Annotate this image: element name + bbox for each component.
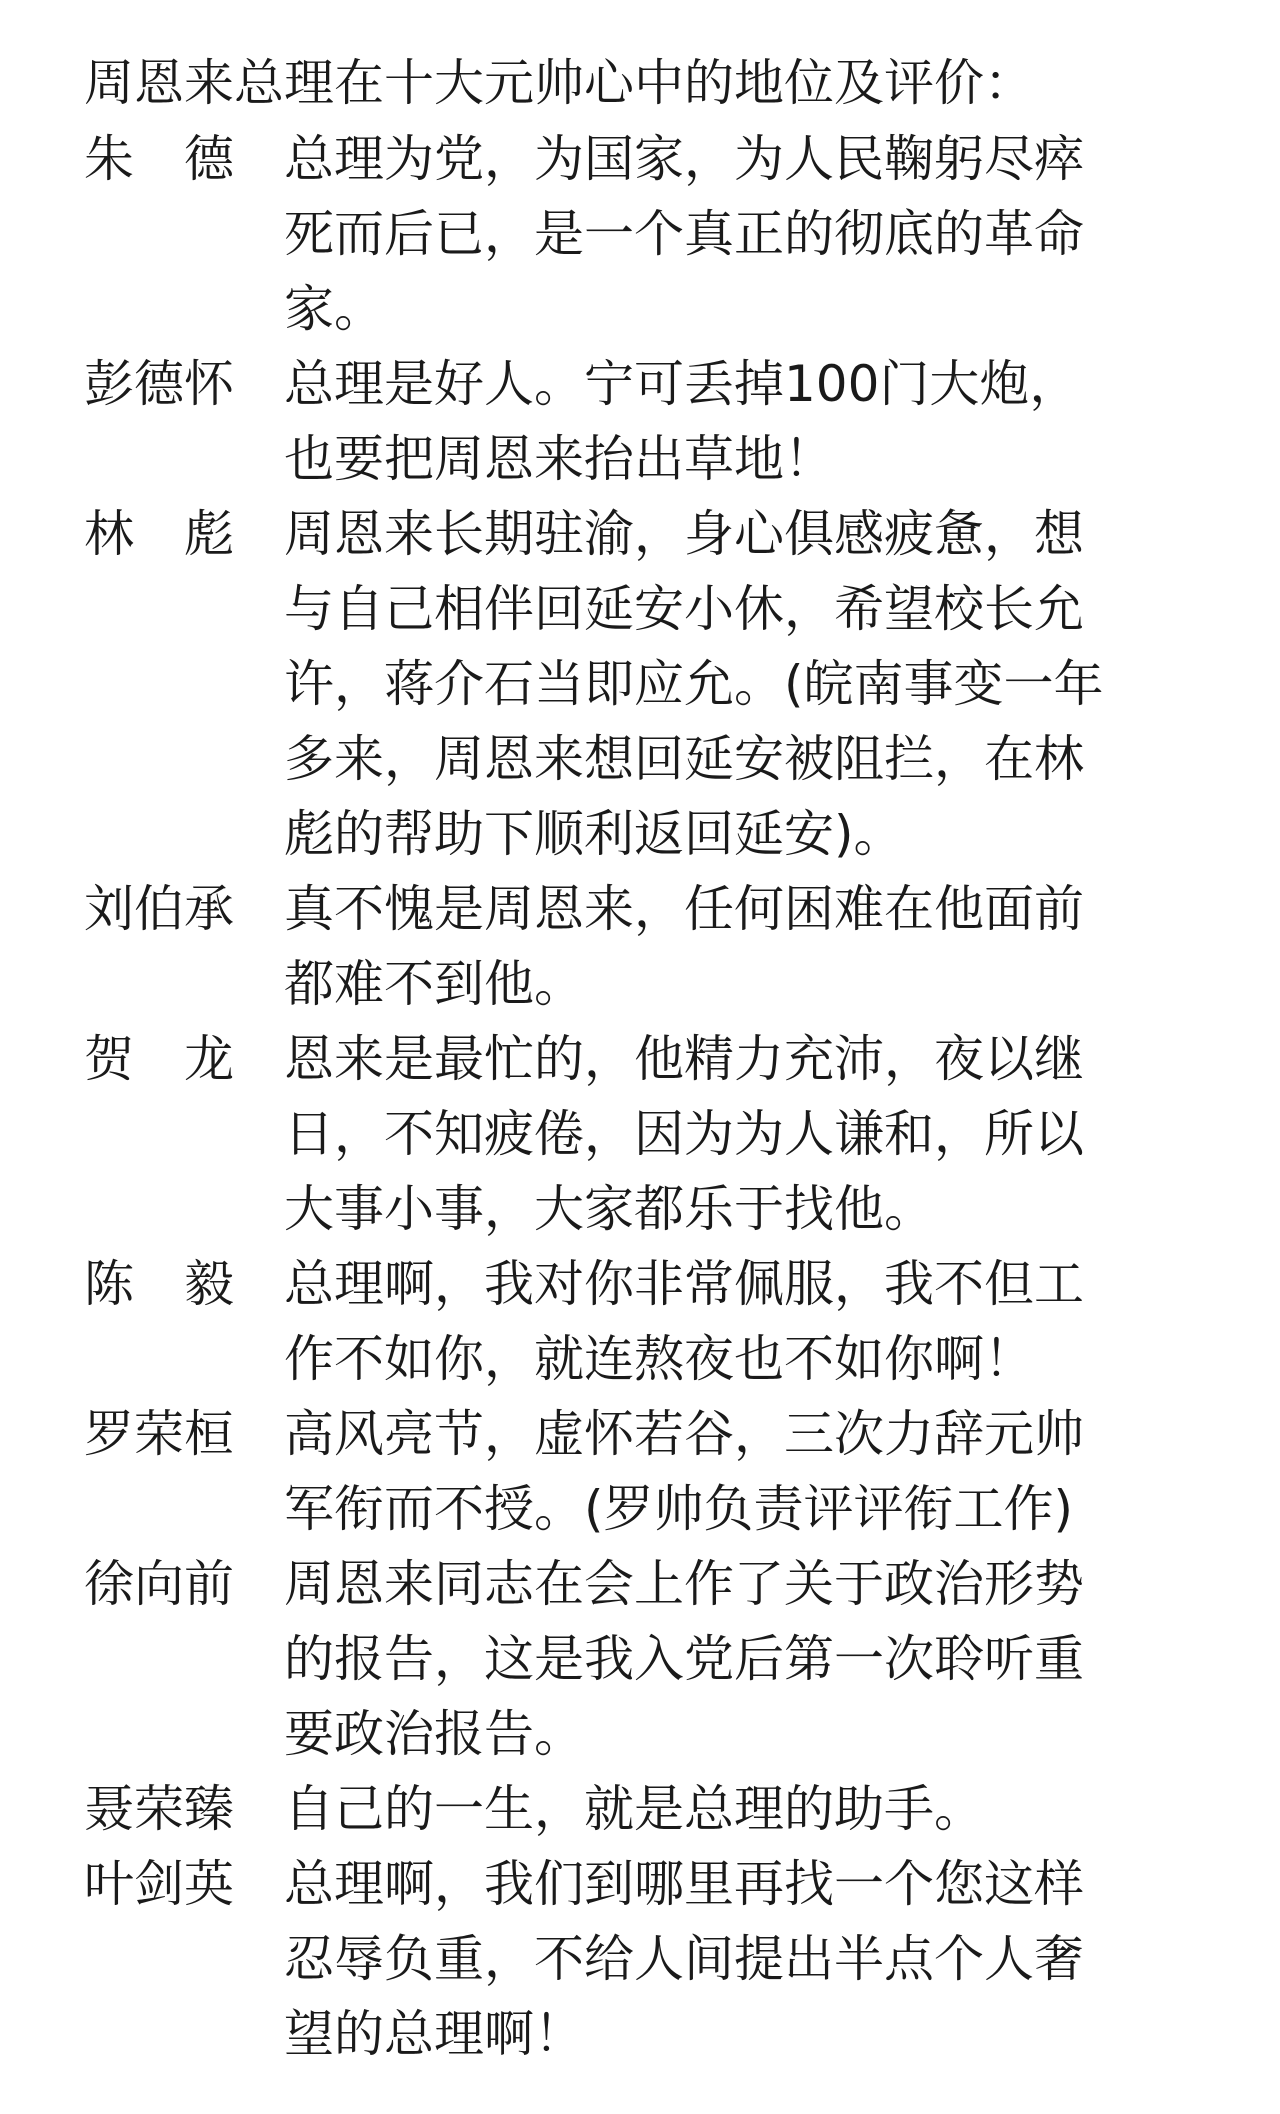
marshal-name: 林 彪: [84, 505, 234, 563]
text-line: 也要把周恩来抬出草地！: [284, 430, 834, 488]
evaluation-text: [284, 1247, 1204, 1397]
text-line: 家。: [284, 280, 384, 338]
evaluation-text: [284, 1547, 1204, 1772]
evaluation-text: [284, 1847, 1204, 2072]
marshal-name: 彭德怀: [84, 355, 234, 413]
text-line: 总理为党，为国家，为人民鞠躬尽瘁: [284, 130, 1084, 188]
evaluation-text: [284, 1022, 1204, 1247]
entry-zhu-de: [84, 122, 1204, 347]
document-title: 周恩来总理在十大元帅心中的地位及评价：: [84, 54, 1034, 112]
evaluation-text: [284, 122, 1204, 347]
text-line: 都难不到他。: [284, 955, 584, 1013]
text-line: 总理啊，我们到哪里再找一个您这样: [284, 1855, 1084, 1913]
text-line: 周恩来同志在会上作了关于政治形势: [284, 1555, 1084, 1613]
text-line: 作不如你，就连熬夜也不如你啊！: [284, 1330, 1034, 1388]
evaluation-text: [284, 347, 1204, 497]
text-line: 的报告，这是我入党后第一次聆听重: [284, 1630, 1084, 1688]
marshal-name: 叶剑英: [84, 1855, 234, 1913]
marshal-name: 朱 德: [84, 130, 234, 188]
marshal-name: 陈 毅: [84, 1255, 234, 1313]
text-line: 自己的一生，就是总理的助手。: [284, 1780, 984, 1838]
entry-lin-biao: [84, 497, 1204, 872]
entry-luo-ronghuan: [84, 1397, 1204, 1547]
text-line: 多来，周恩来想回延安被阻拦，在林: [284, 730, 1084, 788]
marshal-name: 徐向前: [84, 1555, 234, 1613]
entry-liu-bocheng: [84, 872, 1204, 1022]
entry-ye-jianying: [84, 1847, 1204, 2072]
marshal-name: 聂荣臻: [84, 1780, 234, 1838]
marshal-name: 刘伯承: [84, 880, 234, 938]
evaluation-text: [284, 872, 1204, 1022]
text-line: 高风亮节，虚怀若谷，三次力辞元帅: [284, 1405, 1084, 1463]
text-line: 总理是好人。宁可丢掉100门大炮，: [284, 355, 1080, 413]
evaluation-text: [284, 497, 1204, 872]
text-line: 总理啊，我对你非常佩服，我不但工: [284, 1255, 1084, 1313]
document-page: [84, 46, 1204, 2072]
marshal-name: 贺 龙: [84, 1030, 234, 1088]
text-line: 日，不知疲倦，因为为人谦和，所以: [284, 1105, 1084, 1163]
text-line: 周恩来长期驻渝，身心俱感疲惫，想: [284, 505, 1084, 563]
text-line: 与自己相伴回延安小休，希望校长允: [284, 580, 1084, 638]
text-line: 真不愧是周恩来，任何困难在他面前: [284, 880, 1084, 938]
marshal-name: 罗荣桓: [84, 1405, 234, 1463]
text-line: 望的总理啊！: [284, 2005, 584, 2063]
text-line: 大事小事，大家都乐于找他。: [284, 1180, 934, 1238]
entry-nie-rongzhen: [84, 1772, 1204, 1847]
text-line: 要政治报告。: [284, 1705, 584, 1763]
entry-xu-xiangqian: [84, 1547, 1204, 1772]
text-line: 死而后已，是一个真正的彻底的革命: [284, 205, 1084, 263]
entry-he-long: [84, 1022, 1204, 1247]
text-line: 许，蒋介石当即应允。(皖南事变一年: [284, 655, 1104, 713]
entry-chen-yi: [84, 1247, 1204, 1397]
text-line: 忍辱负重，不给人间提出半点个人奢: [284, 1930, 1084, 1988]
entry-peng-dehuai: [84, 347, 1204, 497]
evaluation-text: [284, 1772, 1204, 1847]
text-line: 彪的帮助下顺利返回延安)。: [284, 805, 904, 863]
text-line: 军衔而不授。(罗帅负责评评衔工作): [284, 1480, 1074, 1538]
text-line: 恩来是最忙的，他精力充沛，夜以继: [284, 1030, 1084, 1088]
evaluation-text: [284, 1397, 1204, 1547]
